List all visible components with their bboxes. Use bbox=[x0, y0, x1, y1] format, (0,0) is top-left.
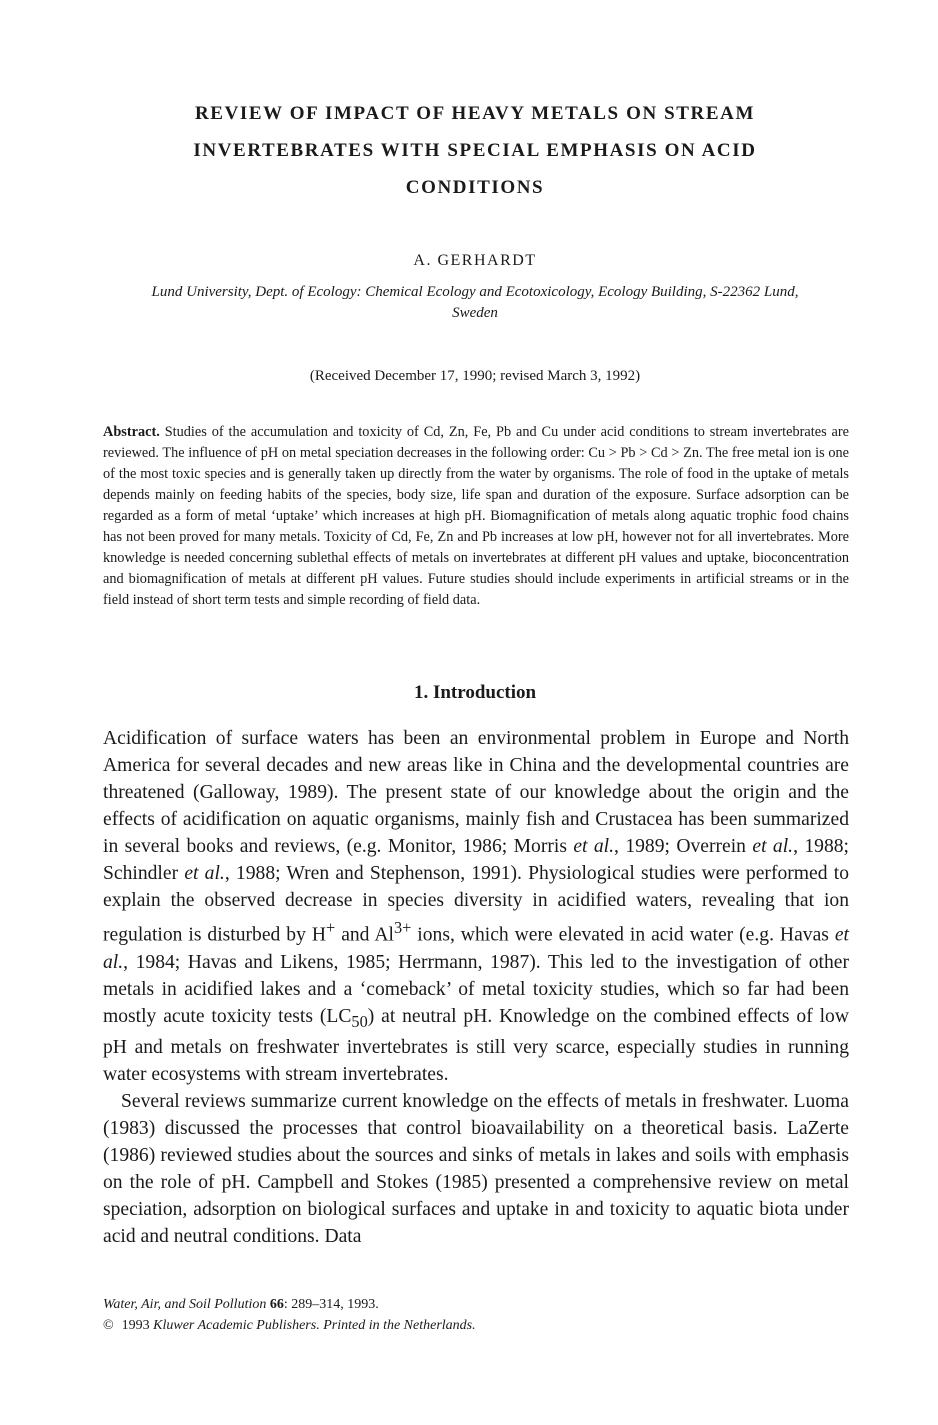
publisher-line: Kluwer Academic Publishers. Printed in the Netherlands. bbox=[153, 1318, 476, 1333]
introduction-paragraph-2: Several reviews summarize current knowledge on the effects of metals in freshwater. Luoma (1983) discussed the processes that control bioavailability on a theoretical basis. LaZerte (1986) reviewed studies about the sources and sinks of metals in lakes and soils with emphasis on the role of pH. Campbell and Stokes (1985) presented a comprehensive review on metal speciation, adsorption on biological surfaces and uptake in and toxicity to aquatic biota under acid and neutral conditions. Data bbox=[103, 1091, 849, 1248]
superscript: 3+ bbox=[393, 918, 412, 937]
text-run: , 1984; Havas and Likens, 1985; Herrmann, 1987). This led to the investigation of other metals in acidified lakes and a ‘comeback’ of metal toxicity studies, which so far had been mostly acute toxicity tests (LC bbox=[103, 951, 849, 1027]
affiliation-line-1: Lund University, Dept. of Ecology: Chemical Ecology and Ecotoxicology, Ecology Building, S-22362 Lund, bbox=[151, 284, 799, 300]
text-run-italic: et al. bbox=[752, 836, 794, 857]
superscript: + bbox=[326, 918, 336, 937]
journal-pages: : 289–314, 1993. bbox=[283, 1297, 379, 1312]
journal-volume: 66 bbox=[269, 1297, 284, 1312]
title-line-1: REVIEW OF IMPACT OF HEAVY METALS ON STREAM bbox=[194, 103, 756, 124]
author-name: A. GERHARDT bbox=[413, 252, 537, 269]
affiliation bbox=[100, 282, 850, 324]
section-heading-introduction: 1. Introduction bbox=[413, 682, 537, 703]
text-run: ions, which were elevated in acid water (e.g. Havas bbox=[411, 924, 835, 946]
abstract bbox=[103, 422, 849, 611]
introduction-body bbox=[103, 725, 849, 1250]
abstract-text: Studies of the accumulation and toxicity of Cd, Zn, Fe, Pb and Cu under acid conditions to stream invertebrates are reviewed. The influence of pH on metal speciation decreases in the following order: Cu > Pb > Cd > Zn. The free metal ion is one of the most toxic species and is generally taken up directly from the water by organisms. The role of food in the uptake of metals depends mainly on feeding habits of the species, body size, life span and duration of the exposure. Surface adsorption can be regarded as a form of metal ‘uptake’ which increases at high pH. Biomagnification of metals along aquatic trophic food chains has not been proved for many metals. Toxicity of Cd, Fe, Zn and Pb increases at low pH, however not for all invertebrates. More knowledge is needed concerning sublethal effects of metals on invertebrates at different pH values and uptake, bioconcentration and biomagnification of metals at different pH values. Future studies should include experiments in artificial streams or in the field instead of short term tests and simple recording of field data. bbox=[103, 424, 849, 608]
title-line-2: INVERTEBRATES WITH SPECIAL EMPHASIS ON ACID bbox=[193, 140, 757, 161]
text-run: Acidification of surface waters has been an environmental problem in Europe and North America for several decades and new areas like in China and the developmental countries are threatened (Galloway, 1989). The present state of our knowledge about the origin and the effects of acidification on aquatic organisms, mainly fish and Crustacea has been summarized in several books and reviews, (e.g. Monitor, 1986; Morris bbox=[103, 728, 849, 857]
copyright-symbol: © bbox=[103, 1318, 114, 1333]
paper-title bbox=[100, 95, 850, 206]
text-run: and Al bbox=[335, 924, 394, 946]
page-footer bbox=[103, 1294, 849, 1336]
introduction-paragraph-1 bbox=[103, 725, 849, 1088]
subscript: 50 bbox=[351, 1011, 368, 1031]
text-run: , 1988; Schindler bbox=[103, 836, 850, 884]
journal-name: Water, Air, and Soil Pollution bbox=[103, 1297, 267, 1312]
copyright-line bbox=[103, 1315, 849, 1336]
text-run-italic: et al. bbox=[103, 924, 849, 973]
text-run-italic: et al. bbox=[573, 836, 615, 857]
journal-citation bbox=[103, 1294, 849, 1315]
text-run: , 1988; Wren and Stephenson, 1991). Physiological studies were performed to explain the observed decrease in species diversity in acidified waters, revealing that ion regulation is disturbed by H bbox=[103, 863, 849, 946]
title-line-3: CONDITIONS bbox=[405, 177, 545, 198]
text-run: ) at neutral pH. Knowledge on the combined effects of low pH and metals on freshwater invertebrates is still very scarce, especially studies in running water ecosystems with stream invertebrates. bbox=[103, 1005, 849, 1086]
affiliation-line-2: Sweden bbox=[452, 305, 498, 321]
copyright-year: 1993 bbox=[121, 1318, 150, 1333]
text-run: , 1989; Overrein bbox=[614, 836, 753, 857]
received-dates: (Received December 17, 1990; revised March 3, 1992) bbox=[309, 368, 641, 384]
abstract-label: Abstract. bbox=[103, 424, 160, 440]
text-run-italic: et al. bbox=[184, 863, 225, 884]
